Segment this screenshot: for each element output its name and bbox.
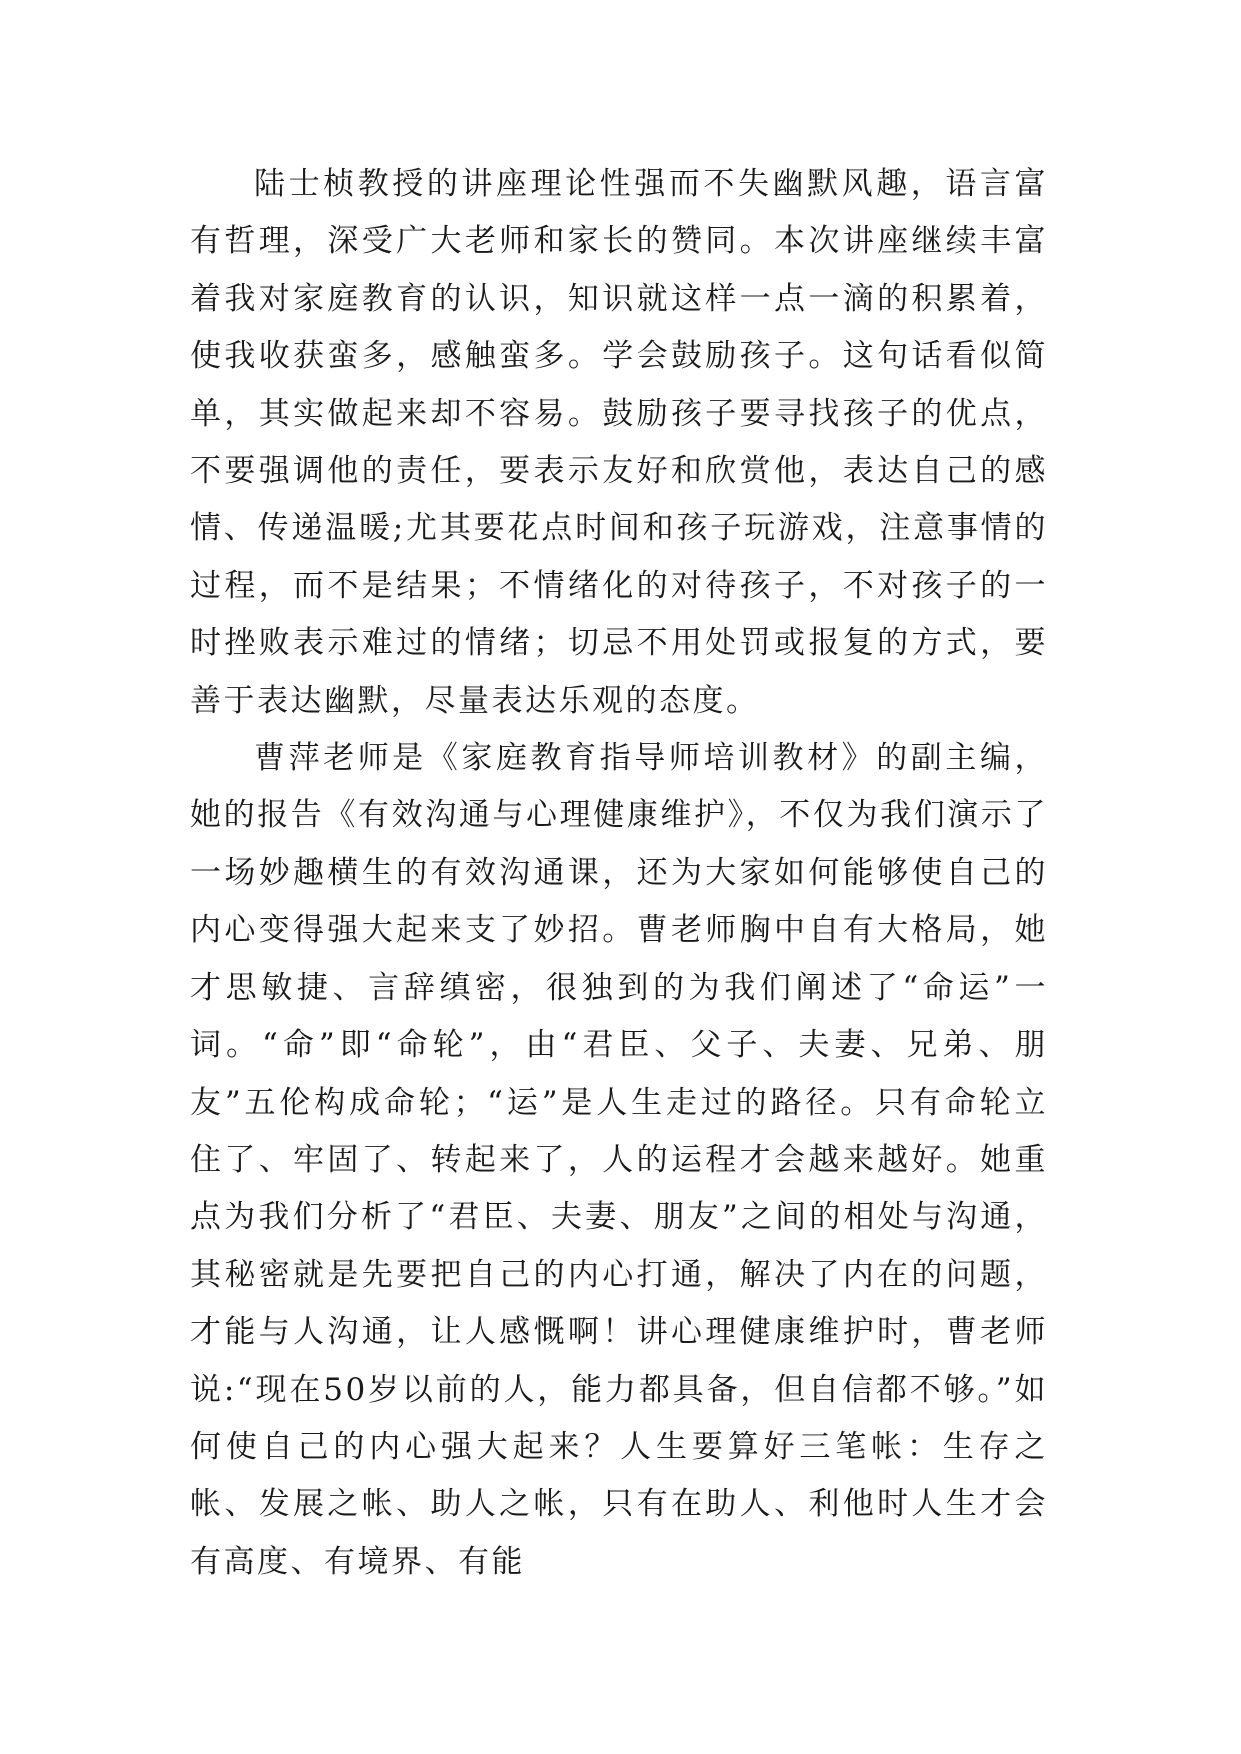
paragraph-lecture-cao: 曹萍老师是《家庭教育指导师培训教材》的副主编，她的报告《有效沟通与心理健康维护》，不仅为我们演示了一场妙趣横生的有效沟通课，还为大家如何能够使自己的内心变得强大起来支了妙招。曹老师胸中自有大格局，她才思敏捷、言辞缜密，很独到的为我们阐述了“命运”一词。“命”即“命轮”，由“君臣、父子、夫妻、兄弟、朋友”五伦构成命轮；“运”是人生走过的路径。只有命轮立住了、牢固了、转起来了，人的运程才会越来越好。她重点为我们分析了“君臣、夫妻、朋友”之间的相处与沟通，其秘密就是先要把自己的内心打通，解决了内在的问题，才能与人沟通，让人感慨啊！讲心理健康维护时，曹老师说:“现在50岁以前的人，能力都具备，但自信都不够。”如何使自己的内心强大起来？人生要算好三笔帐：生存之帐、发展之帐、助人之帐，只有在助人、利他时人生才会有高度、有境界、有能 <box>190 740 1048 1580</box>
paragraph-lecture-lu: 陆士桢教授的讲座理论性强而不失幽默风趣，语言富有哲理，深受广大老师和家长的赞同。本次讲座继续丰富着我对家庭教育的认识，知识就这样一点一滴的积累着，使我收获蛮多，感触蛮多。学会鼓励孩子。这句话看似简单，其实做起来却不容易。鼓励孩子要寻找孩子的优点，不要强调他的责任，要表示友好和欣赏他，表达自己的感情、传递温暖;尤其要花点时间和孩子玩游戏，注意事情的过程，而不是结果；不情绪化的对待孩子，不对孩子的一时挫败表示难过的情绪；切忌不用处罚或报复的方式，要善于表达幽默，尽量表达乐观的态度。 <box>190 166 1048 719</box>
document-body <box>190 156 1048 1591</box>
